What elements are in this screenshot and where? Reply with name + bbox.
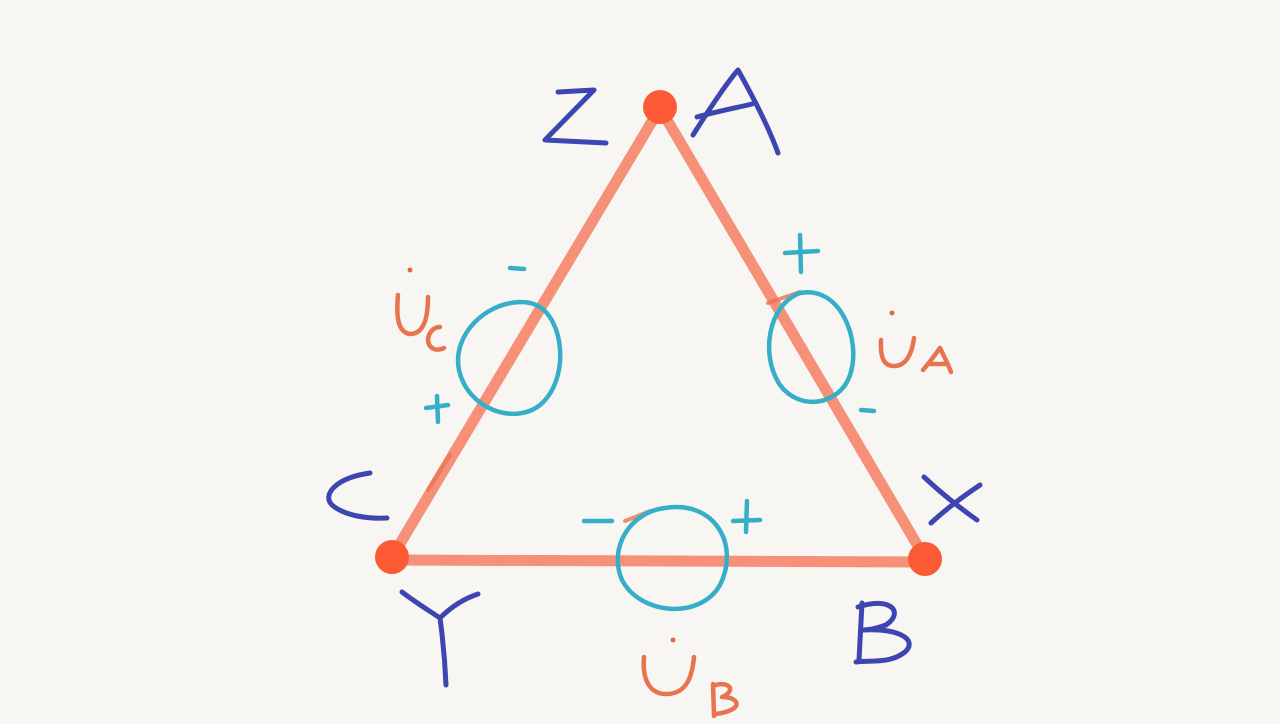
vertex-letter-a xyxy=(693,70,778,153)
vertex-letter-y xyxy=(402,592,478,685)
minus-sign-c xyxy=(510,268,524,269)
label-u-b-sub xyxy=(713,684,737,716)
label-u-a-sub xyxy=(923,348,951,372)
plus-sign-b xyxy=(733,501,760,532)
label-u-c-dot xyxy=(408,268,413,273)
node-right xyxy=(908,542,942,576)
vertex-letter-z xyxy=(545,90,606,143)
label-u-c-letter xyxy=(397,295,428,334)
edge-top-right xyxy=(660,108,925,558)
node-left xyxy=(375,540,409,574)
label-u-c-sub xyxy=(428,327,444,350)
node-top xyxy=(643,90,677,124)
minus-sign-a xyxy=(861,410,874,411)
label-u-b-letter xyxy=(644,657,694,694)
vertex-letter-x xyxy=(924,477,980,523)
label-u-b-dot xyxy=(671,638,676,643)
vertex-letter-b xyxy=(856,603,909,662)
plus-sign-a xyxy=(785,235,818,272)
edge-bottom xyxy=(392,560,925,562)
label-u-a-letter xyxy=(881,338,914,366)
source-circle-a xyxy=(769,292,853,402)
vertex-letter-c xyxy=(329,473,387,518)
plus-sign-c xyxy=(426,396,448,422)
label-u-a-dot xyxy=(890,311,895,316)
